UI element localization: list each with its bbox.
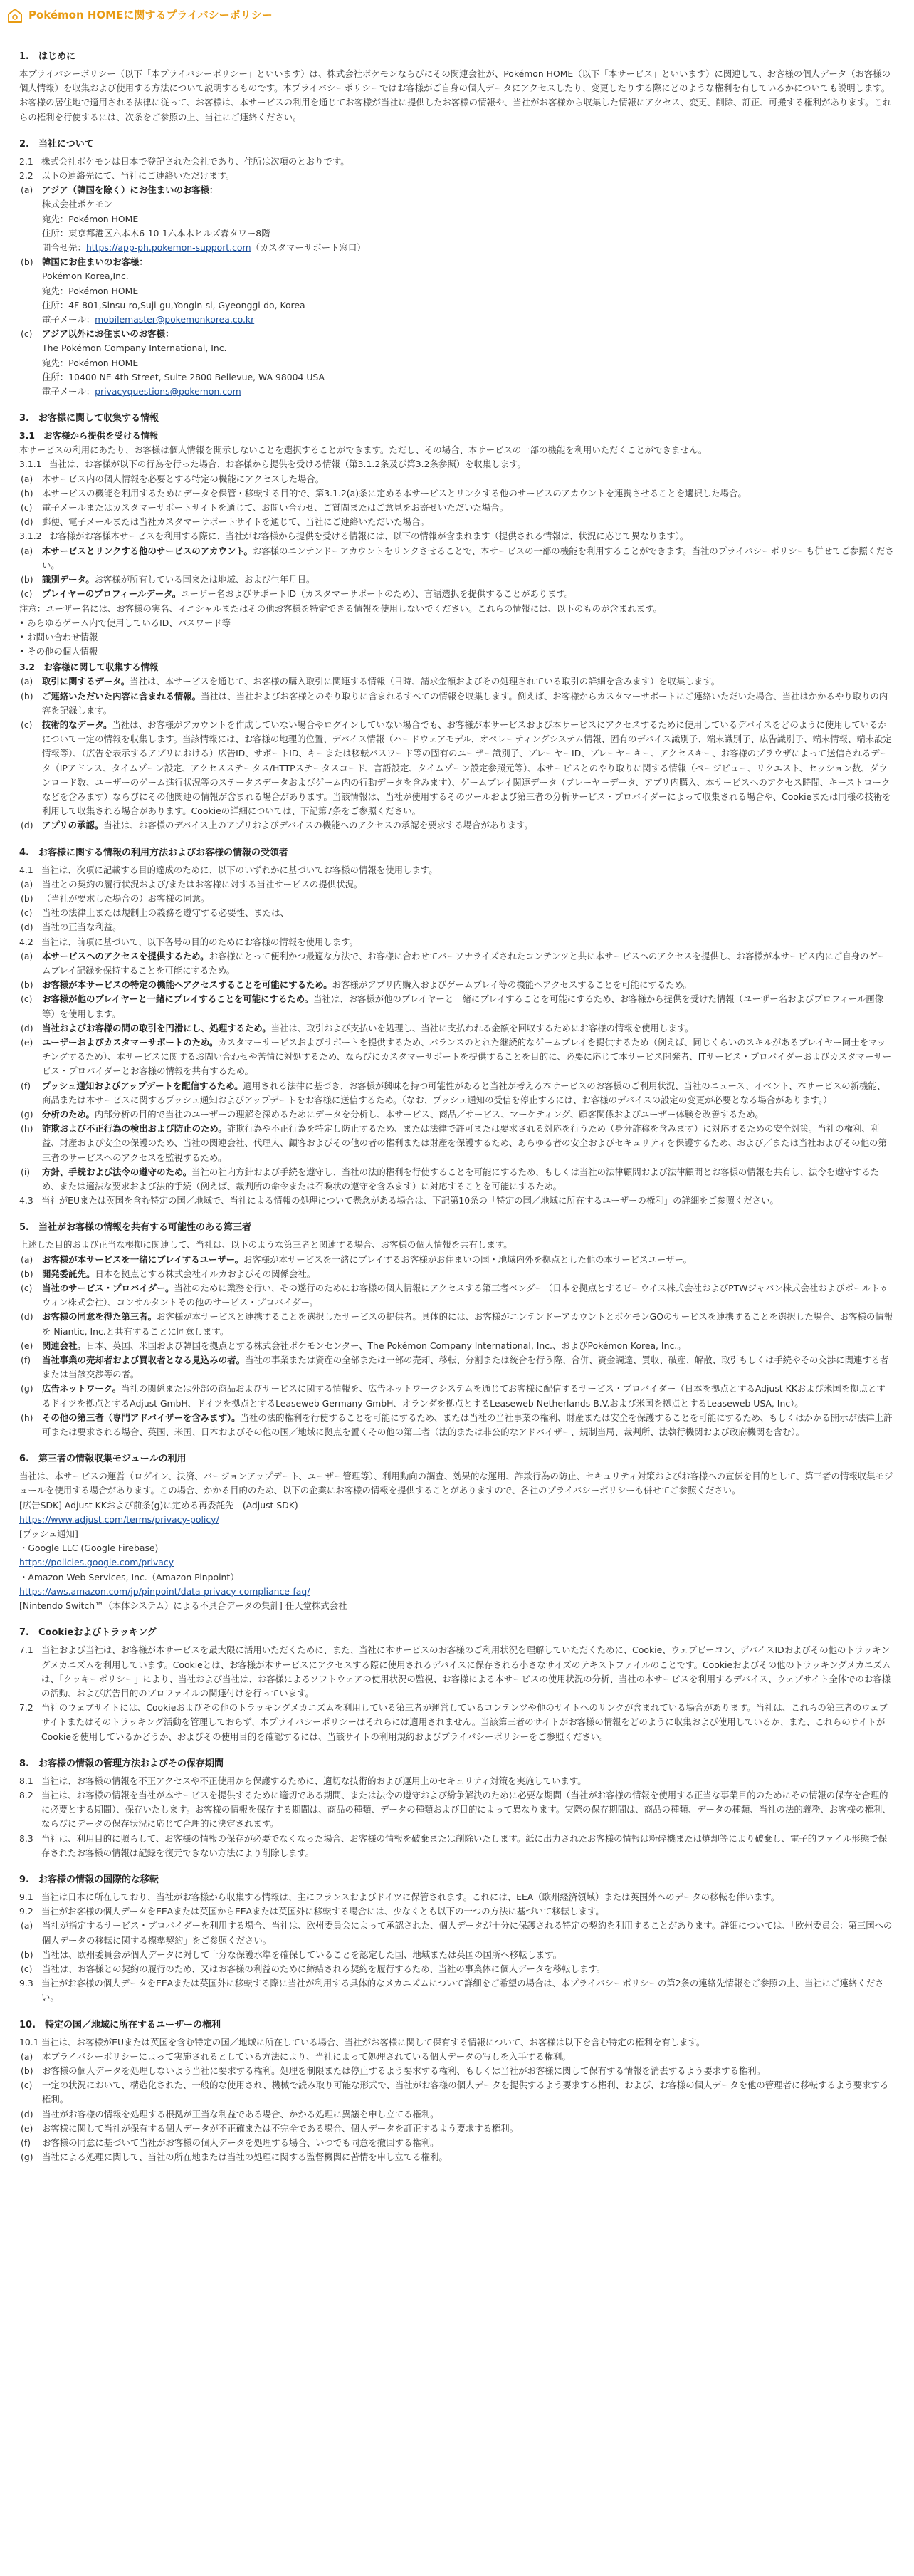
item-label: (g) [21,1383,33,1394]
item-text [42,1339,894,1353]
list-item [19,501,894,515]
item-text: お客様の個人データを処理しないよう当社に要求する権利。処理を制限または停止するよう要求する権利、もしくは当社がお客様に関して保有する情報を消去するよう要求する権利。 [42,2065,766,2076]
item-label: (d) [21,2108,33,2119]
list-item [19,515,894,529]
item-body: お客様にとって便利かつ最適な方法で、お客様に合わせてパーソナライズされたコンテンツと共に本サービスへのアクセスを提供し、お客様が本サービス内にご自身のゲームプレイ記録を保持することを可能にするため。 [42,950,887,976]
item-label: (e) [21,1340,33,1351]
item-heading: お客様が本サービスを一緒にプレイするユーザー。 [42,1253,244,1265]
item-text: 電子メールまたはカスタマーサポートサイトを通じて、お問い合わせ、ご質問またはご意見をお寄せいただいた場合。 [42,502,508,513]
contact-link-prefix: 電子メール： [42,386,95,397]
item-label: (a) [21,878,33,890]
item-label: (b) [21,690,33,702]
item-body: カスタマーサービスおよびサポートを提供するため、バランスのとれた継続的なゲームプレイを提供するため（例えば、同じくらいのスキルがあるプレイヤー同士をマッチングするため）、本サービスに関するお問い合わせや苦情に対処するため、ならびにカスタマーサポートを提供することを目的に、必要に応じて本サービス開発者、ITサービス・プロバイダーおよびカスタマーサービス・プロバイダーとお客様の情報を共有するため。 [42,1036,892,1077]
clause: 3.1.2 お客様がお客様本サービスを利用する際に、当社がお客様から提供を受ける情報には、以下の情報が含まれます（提供される情報は、状況に応じて異なります）。 [19,531,689,542]
list-item [19,906,894,920]
contact-line: 株式会社ポケモン [42,199,113,210]
contact-link-line [42,241,894,255]
paragraph: お客様の居住地で適用される法律に従って、お客様は、本サービスの利用を通じてお客様が当社に提供したお客様の情報や、当社がお客様から収集した情報にアクセス、変更、削除、訂正、可搬する権利があります。これらの権利を行使するには、次条をご参照の上、当社にご連絡ください。 [19,97,892,122]
item-text: お客様に関して当社が保有する個人データが不正確または不完全である場合、個人データを訂正するよう要求する権利。 [42,2122,519,2134]
item-text [42,1122,894,1165]
item-label: (e) [21,2122,33,2134]
item-label: (b) [21,256,33,268]
item-heading: 方針、手続および法令の遵守のため。 [42,1166,192,1177]
clause: 8.1 当社は、お客様の情報を不正アクセスや不正使用から保護するために、適切な技術的および運用上のセキュリティ対策を実施しています。 [19,1775,587,1786]
list-item [19,1411,894,1439]
item-label: (f) [21,2137,31,2148]
item-text [42,1107,894,1122]
paragraph: 当社は、本サービスの運営（ログイン、決済、バージョンアップデート、ユーザー管理等）、利用動向の調査、効果的な運用、詐欺行為の防止、セキュリティ対策およびお客様への宣伝を目的として、第三者の情報収集モジュールを使用する場合があります。この場合、かかる目的のため、以下の企業にお客様の情報を提供することがありますので、各社のプライバシーポリシーも併せてご参照ください。 [19,1471,893,1496]
item-label: (b) [21,1268,33,1279]
paragraph: 上述した目的および正当な根拠に関連して、当社は、以下のような第三者と関連する場合、お客様の個人情報を共有します。 [19,1239,513,1251]
item-label: (a) [21,676,33,687]
contact-link-prefix: 電子メール： [42,314,95,325]
clause: 8.3 当社は、利用目的に照らして、お客様の情報の保存が必要でなくなった場合、お客様の情報を破棄または削除いたします。紙に出力されたお客様の情報は粉砕機または焼却等により破棄し、電子的ファイル形態で保存されたお客様の情報は記録を復元できない方法により削除します。 [19,1832,888,1858]
item-text [42,1382,894,1410]
item-label: (e) [21,1036,33,1048]
item-text: 当社は、お客様との契約の履行のため、又はお客様の利益のために締結される契約を履行するため、当社の事業体に個人データを移転します。 [42,1963,606,1974]
section-heading: 5. 当社がお客様の情報を共有する可能性のある第三者 [19,1222,251,1234]
item-heading: 当社およびお客様の間の取引を円滑にし、処理するため。 [42,1022,271,1033]
item-text [42,1353,894,1382]
item-label: (c) [21,502,33,513]
item-heading: 本サービスとリンクする他のサービスのアカウント。 [42,545,253,556]
item-label: (c) [21,588,33,600]
module-link-line [19,1513,894,1527]
item-body: 当社は、お客様がアカウントを作成していない場合やログインしていない場合でも、お客様が本サービスおよび本サービスにアクセスするために使用しているデバイスをどのように使用しているかについて一定の情報を収集します。当該情報には、お客様の地理的位置、デバイス情報（ハードウェアモデル、オペレーティングシステム情報、固有のデバイス識別子、端末識別子、広告識別子、端末情報、端末設定情報等）、（広告を表示するアプリにおける）広告ID、サポートID、キーまたは移転パスワード等の固有のユーザー識別子、プレーヤーID、プレーヤーキー、アクセスキー、お客様のブラウザによって送信されるデータ（IPアドレス、タイムゾーン設定、アクセスステータス/HTTPステータスコード、言語設定、タイムゾーン設定参照元等）、本サービスとのやり取りに関する情報（ページビュー、リクエスト、セッション数、ダウンロード数、ユーザーのゲーム進行状況等のステータスデータおよびゲーム内の行動データを含みます）、ゲームプレイ関連データ（プレーヤーデータ、アプリ内購入、本サービスへのアクセス時間、キーストロークなどを含みます）ならびにその他関連の情報が含まれる場合があります。当該情報は、当社が使用するそのツールおよび第三者の分析サービス・プロバイダーによって収集される場合や、Cookieまたは同様の技術を利用して収集される場合があります。Cookieの詳細については、下記第7条をご参照ください。 [42,719,892,817]
section-heading: 1. はじめに [19,51,75,62]
item-text [42,674,894,689]
item-body: お客様がアプリ内購入およびゲームプレイ等の機能へアクセスすることを可能にするため。 [332,979,692,991]
clause: 2.1 株式会社ポケモンは日本で登記された会社であり、住所は次項のとおりです。 [19,155,350,167]
item-text [42,1411,894,1439]
item-label: (a) [21,2050,33,2062]
item-label: (g) [21,2152,33,2163]
bullet-item [19,645,894,659]
item-label: (c) [21,328,33,340]
item-label: (b) [21,2065,33,2076]
item-heading: 技術的なデータ。 [42,719,112,730]
list-item [19,544,894,573]
item-heading: プッシュ通知およびアップデートを配信するため。 [42,1080,243,1091]
clause: 10.1 当社は、お客様がEUまたは英国を含む特定の国／地域に所在している場合、当社がお客様に関して保有する情報について、お客様は以下を含む特定の権利を有します。 [19,2036,705,2048]
item-body: 当社の関係または外部の商品およびサービスに関する情報を、広告ネットワークシステムを通じてお客様に配信するサービス・プロバイダー（日本を拠点とするAdjust KKおよび米国を拠点とするドイツを拠点とするAdjust GmbH、ドイツを拠点とするLeaseweb Germany GmbH、オランダを拠点とするLeaseweb Netherlands B.V.および米国を拠点とするLeaseweb USA, Inc）。 [42,1383,886,1409]
item-text [42,1079,894,1107]
list-item [19,1281,894,1310]
item-text: 当社による処理に関して、当社の所在地または当社の処理に関する監督機関に苦情を申し立てる権利。 [42,2152,448,2163]
privacy-policy-link[interactable]: https://www.adjust.com/terms/privacy-policy/ [19,1513,219,1525]
list-item [19,892,894,906]
item-label: (i) [21,1166,31,1177]
contact-block [19,183,894,255]
list-item [19,2078,894,2107]
clause-list [19,877,894,935]
item-body: 当社は、お客様が他のプレイヤーと一緒にプレイすることを可能にするため、お客様から提供を受けた情報（ユーザー名およびプロフィール画像等）を使用します。 [42,994,884,1019]
module-name: [広告SDK] Adjust KKおよび前条(g)に定める再委託先 (Adjust SDK) [19,1499,298,1511]
item-body: 当社は、取引および支払いを処理し、当社に支払われる金額を回収するためにお客様の情報を使用します。 [270,1022,694,1033]
item-heading: その他の第三者（専門アドバイザーを含みます）。 [42,1412,241,1423]
item-heading: アプリの承認。 [42,820,104,831]
item-body: お客様が本サービスを一緒にプレイするお客様がお住まいの国・地域内外を拠点とした他の本サービスユーザー。 [243,1253,692,1265]
clause: 9.1 当社は日本に所在しており、当社がお客様から収集する情報は、主にフランスおよびドイツに保管されます。これには、EEA（欧州経済領域）または英国外へのデータの移転を伴います。 [19,1891,780,1902]
module-name: [プッシュ通知] [19,1528,78,1540]
item-label: (b) [21,487,33,499]
list-item [19,1310,894,1338]
item-label: (a) [21,1253,33,1265]
contact-line: 住所：4F 801,Sinsu-ro,Suji-gu,Yongin-si, Gyeonggi-do, Korea [42,299,305,311]
item-label: (d) [21,516,33,528]
module-name: ・Google LLC (Google Firebase) [19,1543,159,1554]
list-item [19,1919,894,1947]
item-text: 一定の状況において、構造化された、一般的な使用され、機械で読み取り可能な形式で、当社がお客様の個人データを提供するよう要求する権利、および、お客様の個人データを他の管理者に移転するよう要求する権利。 [42,2080,889,2105]
item-label: (d) [21,820,33,831]
contact-block [19,255,894,327]
contact-heading: アジア以外にお住まいのお客様： [42,328,174,340]
list-item [19,1962,894,1976]
item-text: お客様の同意に基づいて当社がお客様の個人データを処理する場合、いつでも同意を撤回する権利。 [42,2137,439,2148]
list-item [19,818,894,833]
item-heading: 分析のため。 [42,1109,95,1120]
item-heading: お客様の同意を得た第三者。 [42,1311,157,1323]
item-label: (h) [21,1412,33,1423]
item-heading: ご連絡いただいた内容に含まれる情報。 [42,690,201,702]
contact-link-prefix: 問合せ先： [42,242,86,254]
contact-line: The Pokémon Company International, Inc. [42,343,227,354]
module-name: ・Amazon Web Services, Inc.（Amazon Pinpoint） [19,1571,239,1582]
bullet-list [19,616,894,659]
paragraph: 本サービスの利用にあたり、お客様は個人情報を開示しないことを選択することができます。ただし、その場合、本サービスの一部の機能を利用いただくことができません。 [19,444,708,456]
clause: 9.2 当社がお客様の個人データをEEAまたは英国からEEAまたは英国外に移転する場合には、少なくとも以下の一つの方法に基づいて移転します。 [19,1906,604,1917]
item-body: 当社の法的権利を行使することを可能にするため、または当社の当社事業の権利、財産または安全を保護することを可能にするため、もしくはかかる開示が法律上許可または要求される場合、英国、米国、日本およびその他の国／地域に拠点を置くその他の第三者（法的または非公的なアドバイザー、規制当局、裁判所、法執行機関および政府機関を含む）。 [42,1412,893,1438]
list-item [19,920,894,934]
item-body: お客様のニンテンドーアカウントをリンクさせることで、本サービスの一部の機能を利用することができます。当社のプライバシーポリシーも併せてご参照ください。 [42,545,894,570]
list-item [19,674,894,689]
item-label: (f) [21,1355,31,1366]
subsection-heading: 3.2 お客様に関して収集する情報 [19,662,159,673]
contact-line: 宛先：Pokémon HOME [42,213,139,224]
list-item [19,2150,894,2164]
contact-block [19,327,894,399]
list-item [19,1036,894,1079]
bullet-text: あらゆるゲーム内で使用しているID、パスワード等 [27,617,231,628]
bullet-icon: • [19,646,28,657]
item-text: 本プライバシーポリシーによって実施されるとしている方法により、当社によって処理されている個人データの写しを入手する権利。 [42,2050,571,2062]
item-body: 内部分析の目的で当社のユーザーの理解を深めるためにデータを分析し、本サービス、商品／サービス、マーケティング、顧客関係およびユーザー体験を改善するため。 [94,1109,764,1120]
section-heading: 7. Cookieおよびトラッキング [19,1627,157,1639]
list-item [19,1948,894,1962]
item-body: お客様が所有している国または地域、および生年月日。 [94,574,315,585]
contact-link-line [42,313,894,327]
subsection-heading: 3.1 お客様から提供を受ける情報 [19,430,159,442]
contact-link[interactable]: https://app-ph.pokemon-support.com [85,242,251,254]
item-text: 当社との契約の履行状況および/またはお客様に対する当社サービスの提供状況。 [42,878,363,890]
item-body: 当社のために業務を行い、その遂行のためにお客様の個人情報にアクセスする第三者ベンダー（日本を拠点とするピーウイス株式会社およびPTWジャパン株式会社およびポールトゥウィン株式会社）、コンサルタントその他のサービス・プロバイダー。 [42,1283,888,1308]
item-label: (h) [21,1123,33,1135]
item-text [42,1310,894,1338]
bullet-item [19,630,894,645]
item-text [42,1165,894,1194]
item-body: 日本を拠点とする株式会社イルカおよびその関係会社。 [95,1268,316,1279]
item-text [42,718,894,818]
contact-line: 住所：東京都港区六本木6-10-1六本木ヒルズ森タワー8階 [42,227,270,239]
item-heading: 当社のサービス・プロバイダー。 [42,1283,174,1294]
note-text: 注意：ユーザー名には、お客様の実名、イニシャルまたはその他お客様を特定できる情報を使用しないでください。これらの情報には、以下のものが含まれます。 [19,603,662,614]
item-label: (b) [21,892,33,904]
section-heading: 6. 第三者の情報収集モジュールの利用 [19,1454,187,1465]
contact-body [42,327,894,399]
item-heading: 関連会社。 [42,1340,86,1351]
item-heading: 詐欺および不正行為の検出および防止のため。 [42,1123,227,1135]
policy-document [0,31,914,2181]
item-label: (b) [21,979,33,991]
privacy-policy-link[interactable]: https://policies.google.com/privacy [19,1557,174,1568]
paragraph: 本プライバシーポリシー（以下「本プライバシーポリシー」といいます）は、株式会社ポケモンならびにその関連会社が、Pokémon HOME（以下「本サービス」といいます）に関連して、お客様の個人データ（お客様の個人情報）を収集および使用する方法について説明するものです。本プライバシーポリシーではお客様がご自身の個人データにアクセスしたり、変更したりする際にどのような権利を有しているかについても説明します。 [19,68,891,94]
item-body: ユーザー名およびサポートID（カスタマーサポートのため）、言語選択を提供することがあります。 [181,588,574,600]
contact-line: 宛先：Pokémon HOME [42,357,139,368]
section-heading: 10. 特定の国／地域に所在するユーザーの権利 [19,2019,221,2030]
list-item [19,1353,894,1382]
clause: 4.1 当社は、次項に記載する目的達成のために、以下のいずれかに基づいてお客様の情報を使用します。 [19,864,438,875]
item-label: (a) [21,473,33,484]
bullet-text: その他の個人情報 [27,646,98,657]
contact-line: Pokémon Korea,Inc. [42,271,129,282]
item-label: (a) [21,184,33,196]
clause-list [19,1253,894,1440]
item-text: 当社が指定するサービス・プロバイダーを利用する場合、当社は、欧州委員会によって承認された、個人データが十分に保護される特定の契約を利用することがあります。詳細については、「欧州委員会：第三国への個人データの移転に関する標準契約」をご参照ください。 [42,1920,893,1946]
item-heading: 当社事業の売却者および買収者となる見込みの者。 [42,1355,245,1366]
item-label: (c) [21,719,33,730]
section-heading: 8. お客様の情報の管理方法およびその保存期間 [19,1758,224,1769]
clause: 2.2 以下の連絡先にて、当社にご連絡いただけます。 [19,170,235,182]
bullet-icon: • [19,631,28,642]
contact-link-line [42,385,894,399]
item-body: 詐欺行為や不正行為を特定し防止するため、または法律で許可または要求される対応を行うため（身分詐称を含みます）に対応するための安全対策。当社の権利、利益、財産および安全の保護のため、当社の関連会社、代理人、顧客およびその他の者の権利または財産を保護するため、あらゆる者の安全およびセキュリティを保護するため、および／または当社およびその他の第三者のサービスへのアクセスを監視するため。 [42,1123,887,1163]
item-label: (d) [21,1311,33,1323]
page-header [0,0,914,31]
list-item [19,1122,894,1165]
item-body: 当社は、当社およびお客様とのやり取りに含まれるすべての情報を収集します。例えば、お客様からカスタマーサポートにご連絡いただいた場合、当社はかかるやり取りの内容を記録します。 [42,690,888,716]
item-label: (c) [21,2080,33,2091]
list-item [19,2122,894,2136]
list-item [19,1079,894,1107]
bullet-text: お問い合わせ情報 [27,631,98,642]
item-body: 当社の社内方針および手続を遵守し、当社の法的権利を行使することを可能にするため、もしくは当社の法律顧問および法律顧問とお客様の情報を共有し、法令を遵守するため、または適法な要求および法的手続（例えば、裁判所の命令または召喚状の遵守を含みます）に対応することを可能にするため。 [42,1166,880,1192]
item-label: (c) [21,1283,33,1294]
item-text: 当社の正当な利益。 [42,922,122,933]
item-heading: ユーザーおよびカスタマーサポートのため。 [42,1036,219,1048]
clause: 7.1 当社および当社は、お客様が本サービスを最大限に活用いただくために、また、当社に本サービスのお客様のご利用状況を理解していただくために、Cookie、ウェブビーコン、デバイスIDおよびその他のトラッキングメカニズムを利用しています。Cookieとは、お客様が本サービスにアクセスする際に使用されるデバイスに保存される小さなサイズのテキストファイルのことです。Cookieおよびその他のトラッキングメカニズムは、「クッキーポリシー」により、当社および当社は、お客様によるソフトウェアの使用状況の監視、お客様による本サービスの使用状況の分析、当社の本サービスを利用するデバイス、ウェブサイト全体でのお客様の活動、および広告目的のプロファイルの関連付けを行っています。 [19,1644,891,1699]
item-text [42,1267,894,1281]
clause: 4.2 当社は、前項に基づいて、以下各号の目的のためにお客様の情報を使用します。 [19,936,358,947]
list-item [19,1253,894,1267]
item-text: 郵便、電子メールまたは当社カスタマーサポートサイトを通じて、当社にご連絡いただいた場合。 [42,516,429,528]
contact-body [42,183,894,255]
item-label: (d) [21,922,33,933]
item-label: (a) [21,1920,33,1931]
list-item [19,1021,894,1036]
item-text [42,544,894,573]
item-heading: 識別データ。 [42,574,95,585]
item-text: 本サービスの機能を利用するためにデータを保管・移転する目的で、第3.1.2(a)条に定める本サービスとリンクする他のサービスのアカウントを連携させることを選択した場合。 [42,487,747,499]
item-label: (c) [21,994,33,1005]
list-item [19,486,894,501]
item-label: (c) [21,1963,33,1974]
list-item [19,689,894,718]
clause: 7.2 当社のウェブサイトには、Cookieおよびその他のトラッキングメカニズムを利用している第三者が運営しているコンテンツや他のサイトへのリンクが含まれている場合があります。当社は、これらの第三者のウェブサイトまたはそのトラッキング活動を管理しておらず、本プライバシーポリシーはそれらには適用されません。当該第三者のサイトがお客様の情報をどのように収集および使用しているか、また、これらのサイトがCookieを使用しているかどうか、およびその使用目的を確認するには、当該サイトの利用規約およびプライバシーポリシーをご参照ください。 [19,1702,888,1742]
list-item [19,573,894,587]
list-item [19,1267,894,1281]
section-heading: 3. お客様に関して収集する情報 [19,413,159,424]
list-item [19,718,894,818]
item-label: (a) [21,950,33,961]
item-text: 当社の法律上または規制上の義務を遵守する必要性、または、 [42,907,289,919]
item-heading: プレイヤーのプロフィールデータ。 [42,588,182,600]
section-heading: 9. お客様の情報の国際的な移転 [19,1874,159,1885]
item-text [42,689,894,718]
contact-link-suffix: （カスタマーサポート窓口） [251,242,366,254]
item-body: 当社は、お客様のデバイス上のアプリおよびデバイスの機能へのアクセスの承認を要求する場合があります。 [103,820,533,831]
contact-line: 住所：10400 NE 4th Street, Suite 2800 Bellevue, WA 98004 USA [42,371,325,382]
module-name: [Nintendo Switch™（本体システム）による不具合データの集計] 任天堂株式会社 [19,1600,347,1612]
clause: 3.1.1 当社は、お客様が以下の行為を行った場合、お客様から提供を受ける情報（第3.1.2条及び第3.2条参照）を収集します。 [19,459,526,470]
contact-body [42,255,894,327]
item-heading: 開発委託先。 [42,1268,95,1279]
bullet-item [19,616,894,630]
item-text [42,1036,894,1079]
list-item [19,1339,894,1353]
list-item [19,2064,894,2078]
clause-list [19,1919,894,1976]
item-text [42,1021,894,1036]
contact-list [19,183,894,399]
item-text [42,587,894,601]
clause-list [19,949,894,1194]
module-link-line [19,1585,894,1599]
item-body: 当社の事業または資産の全部または一部の売却、移転、分割または統合を行う際、合併、資金調達、買収、破産、解散、取引もしくは手続やその交渉に関連する者または当該交渉等の者。 [42,1355,889,1380]
item-heading: 広告ネットワーク。 [42,1383,122,1394]
list-item [19,2050,894,2064]
contact-link[interactable]: mobilemaster@pokemonkorea.co.kr [95,314,255,325]
section-heading: 2. 当社について [19,138,94,150]
list-item [19,1107,894,1122]
item-body: 当社は、本サービスを通じて、お客様の購入取引に関連する情報（日時、請求金額およびその処理されている取引の詳細を含みます）を収集します。 [130,676,720,687]
list-item [19,978,894,992]
privacy-policy-link[interactable]: https://aws.amazon.com/jp/pinpoint/data-privacy-compliance-faq/ [19,1585,310,1597]
section-heading: 4. お客様に関する情報の利用方法およびお客様の情報の受領者 [19,847,288,858]
page-title: Pokémon HOMEに関するプライバシーポリシー [28,9,273,22]
contact-line: 宛先：Pokémon HOME [42,285,139,296]
list-item [19,2107,894,2122]
item-text [42,978,894,992]
item-text: 当社は、欧州委員会が個人データに対して十分な保護水準を確保していることを認定した国、地域または英国の国所へ移転します。 [42,1949,562,1960]
item-text [42,818,894,833]
list-item [19,1382,894,1410]
item-label: (a) [21,545,33,556]
item-text: 当社がお客様の情報を処理する根拠が正当な利益である場合、かかる処理に異議を申し立てる権利。 [42,2108,439,2119]
item-label: (c) [21,907,33,919]
item-text [42,1253,894,1267]
pokemon-home-logo-icon [7,8,23,24]
item-label: (f) [21,1080,31,1091]
module-list [19,1498,894,1614]
item-label: (g) [21,1109,33,1120]
bullet-icon: • [19,617,28,628]
item-label: (d) [21,1022,33,1033]
list-item [19,1165,894,1194]
item-text: 本サービス内の個人情報を必要とする特定の機能にアクセスした場合。 [42,473,325,484]
item-body: 日本、英国、米国および韓国を拠点とする株式会社ポケモンセンター、The Pokémon Company International, Inc.、およびPokémon Korea, Inc.。 [85,1340,686,1351]
list-item [19,992,894,1021]
list-item [19,877,894,892]
item-label: (b) [21,1949,33,1960]
clause: 4.3 当社がEUまたは英国を含む特定の国／地域で、当社による情報の処理について懸念がある場合は、下記第10条の「特定の国／地域に所在するユーザーの権利」の詳細をご参照ください。 [19,1195,779,1206]
item-text [42,573,894,587]
contact-link[interactable]: privacyquestions@pokemon.com [95,386,241,397]
list-item [19,949,894,978]
item-text [42,949,894,978]
item-heading: お客様が他のプレイヤーと一緒にプレイすることを可能にするため。 [42,994,314,1005]
list-item [19,587,894,601]
item-text [42,1281,894,1310]
item-text [42,992,894,1021]
item-heading: お客様が本サービスの特定の機能へアクセスすることを可能にするため。 [42,979,332,991]
list-item [19,2136,894,2150]
list-item [19,472,894,486]
item-heading: 本サービスへのアクセスを提供するため。 [42,950,209,961]
clause-list [19,544,894,602]
contact-heading: 韓国にお住まいのお客様： [42,256,148,268]
item-text: （当社が要求した場合の）お客様の同意。 [42,892,210,904]
clause-list [19,2050,894,2165]
item-body: お客様が本サービスと連携することを選択したサービスの提供者。具体的には、お客様がニンテンドーアカウントとポケモンGOのサービスを連携することを選択した場合、お客様の情報を Niantic, Inc.と共有することに同意します。 [42,1311,893,1337]
clause: 9.3 当社がお客様の個人データをEEAまたは英国外に移転する際に当社が利用する具体的なメカニズムについて詳細をご希望の場合は、本プライバシーポリシーの第2条の連絡先情報をご参照の上、当社にご連絡ください。 [19,1978,884,2003]
item-heading: 取引に関するデータ。 [42,676,130,687]
clause: 8.2 当社は、お客様の情報を当社が本サービスを提供するために適切である期間、または法令の遵守および紛争解決のために必要な期間（当社がお客様の情報を使用する正当な事業目的のためにその情報の保存を合理的に必要とする期間）、保存いたします。お客様の情報を保存する期間は、商品の種類、データの種類および目的によって異なります。実際の保存期間は、商品の種類、データの種類、当社の法的義務、お客様の権利、ならびにデータの保存状況に応じて合理的に決定されます。 [19,1789,891,1830]
item-body: 適用される法律に基づき、お客様が興味を持つ可能性があると当社が考える本サービスのお客様のご利用状況、当社のニュース、イベント、本サービスの新機能、商品または本サービスに関するプッシュ通知およびアップデートをお客様に送信するため。（なお、プッシュ通知の受信を停止するには、お客様のデバイスの設定の変更が必要となる場合があります。） [42,1080,886,1105]
module-link-line [19,1555,894,1570]
contact-heading: アジア（韓国を除く）にお住まいのお客様： [42,184,219,196]
clause-list [19,472,894,530]
clause-list [19,674,894,833]
item-label: (b) [21,574,33,585]
